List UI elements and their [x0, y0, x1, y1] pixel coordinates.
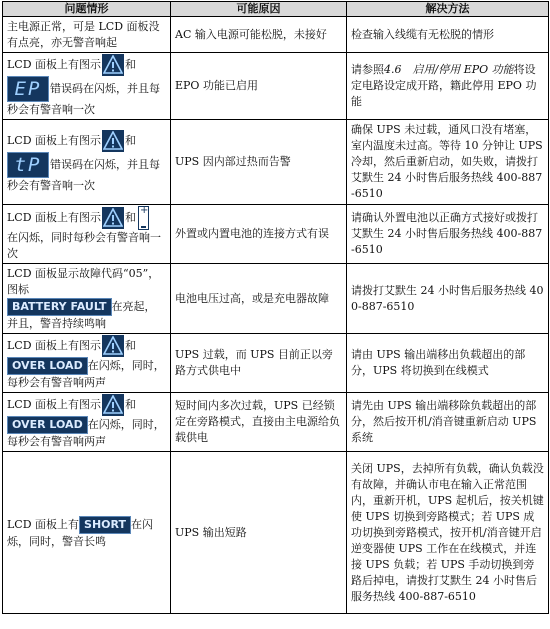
problem-text: 错误码在闪烁，并且每秒会有警音响一次: [7, 158, 160, 192]
solution-cell: 请先由 UPS 输出端移除负载超出的部分，然后按开机/消音键重新启动 UPS 系统: [347, 393, 549, 452]
problem-text: 在闪烁，同时每秒会有警音响一次: [7, 231, 161, 260]
section-reference: 4.6 启用/停用 EPO 功能: [384, 63, 514, 76]
solution-cell: 确保 UPS 未过载，通风口没有堵塞，室内温度未过高。等待 10 分钟让 UPS 冷却，然后重新启动，如失败，请拨打艾默生 24 小时售后服务热线 400-887-6510: [347, 120, 549, 205]
troubleshooting-sheet: [2, 1, 548, 614]
header-problem: 问题情形: [3, 2, 171, 17]
warning-triangle-icon: [102, 54, 124, 76]
error-code-display: tP: [7, 152, 49, 178]
warning-triangle-icon: [102, 335, 124, 357]
over-load-indicator: OVER LOAD: [7, 416, 88, 434]
table-row: [3, 120, 549, 205]
problem-cell: [3, 264, 171, 334]
problem-text: LCD 面板显示故障代码“05”，图标: [7, 266, 160, 296]
problem-text: LCD 面板上有图示: [7, 211, 102, 224]
problem-cell: [3, 334, 171, 393]
table-row: [3, 205, 549, 264]
problem-text: 和: [125, 211, 137, 224]
solution-cell: 关闭 UPS，去掉所有负载，确认负载没有故障，并确认市电在输入正常范围内，重新开机，UPS 起机后，按关机键使 UPS 切换到旁路模式；若 UPS 成功切换到旁路模式，按开机/消音键开启逆变器使 UPS 工作在在线模式，并连接 UPS 负载；若 UPS 手动切换到旁路后掉电，请拨打艾默生 24 小时售后服务热线 400-887-6510: [347, 452, 549, 614]
problem-cell: [3, 120, 171, 205]
solution-cell: [347, 53, 549, 120]
solution-cell: 请拨打艾默生 24 小时售后服务热线 400-887-6510: [347, 264, 549, 334]
table-row: [3, 334, 549, 393]
cause-cell: 短时间内多次过载，UPS 已经锁定在旁路模式，直接由主电源给负载供电: [171, 393, 347, 452]
solution-cell: 请由 UPS 输出端移出负载超出的部分，UPS 将切换到在线模式: [347, 334, 549, 393]
solution-cell: 检查输入线缆有无松脱的情形: [347, 17, 549, 53]
solution-cell: 请确认外置电池以正确方式接好或拨打艾默生 24 小时售后服务热线 400-887-6510: [347, 205, 549, 264]
problem-text: 错误码在闪烁，并且每秒会有警音响一次: [7, 82, 160, 116]
solution-text: 将设定电路设定成开路，籍此停用 EPO 功能: [351, 63, 537, 108]
problem-text: LCD 面板上有图示: [7, 398, 102, 411]
table-row: [3, 393, 549, 452]
problem-text: 和: [125, 134, 137, 147]
problem-text: 和: [125, 339, 137, 352]
problem-cell: [3, 393, 171, 452]
cause-cell: UPS 过载，而 UPS 目前正以旁路方式供电中: [171, 334, 347, 393]
problem-text: LCD 面板上有图示: [7, 339, 102, 352]
problem-text: 在闪烁，同时，警音长鸣: [7, 517, 154, 548]
cause-cell: 电池电压过高，或是充电器故障: [171, 264, 347, 334]
solution-text: 请参照: [351, 63, 384, 76]
table-row: [3, 17, 549, 53]
table-header-row: [3, 2, 549, 17]
cause-cell: 外置或内置电池的连接方式有误: [171, 205, 347, 264]
problem-text: 在闪烁，同时，每秒会有警音响两声: [7, 418, 165, 448]
cause-cell: AC 输入电源可能松脱，未接好: [171, 17, 347, 53]
problem-text: 在闪烁，同时，每秒会有警音响两声: [7, 359, 165, 389]
problem-cell: 主电源正常，可是 LCD 面板没有点亮，亦无警音响起: [3, 17, 171, 53]
problem-text: 在亮起，并且，警音持续鸣响: [7, 299, 156, 330]
warning-triangle-icon: [102, 130, 124, 152]
problem-cell: [3, 452, 171, 614]
battery-icon: +: [138, 206, 149, 230]
cause-cell: UPS 输出短路: [171, 452, 347, 614]
cause-cell: UPS 因内部过热而告警: [171, 120, 347, 205]
problem-cell: [3, 53, 171, 120]
cause-cell: EPO 功能已启用: [171, 53, 347, 120]
problem-text: LCD 面板上有: [7, 517, 80, 531]
header-solution: 解决方法: [347, 2, 549, 17]
problem-text: LCD 面板上有图示: [7, 58, 102, 71]
problem-text: 和: [125, 398, 137, 411]
over-load-indicator: OVER LOAD: [7, 357, 88, 375]
table-row: [3, 452, 549, 614]
warning-triangle-icon: [102, 394, 124, 416]
table-row: [3, 53, 549, 120]
short-indicator: SHORT: [79, 516, 131, 534]
problem-text: LCD 面板上有图示: [7, 134, 102, 147]
problem-text: 和: [125, 58, 137, 71]
error-code-display: EP: [7, 76, 49, 102]
header-cause: 可能原因: [171, 2, 347, 17]
problem-cell: [3, 205, 171, 264]
battery-fault-indicator: BATTERY FAULT: [7, 298, 112, 316]
troubleshooting-table: [2, 1, 549, 614]
table-row: [3, 264, 549, 334]
warning-triangle-icon: [102, 207, 124, 229]
